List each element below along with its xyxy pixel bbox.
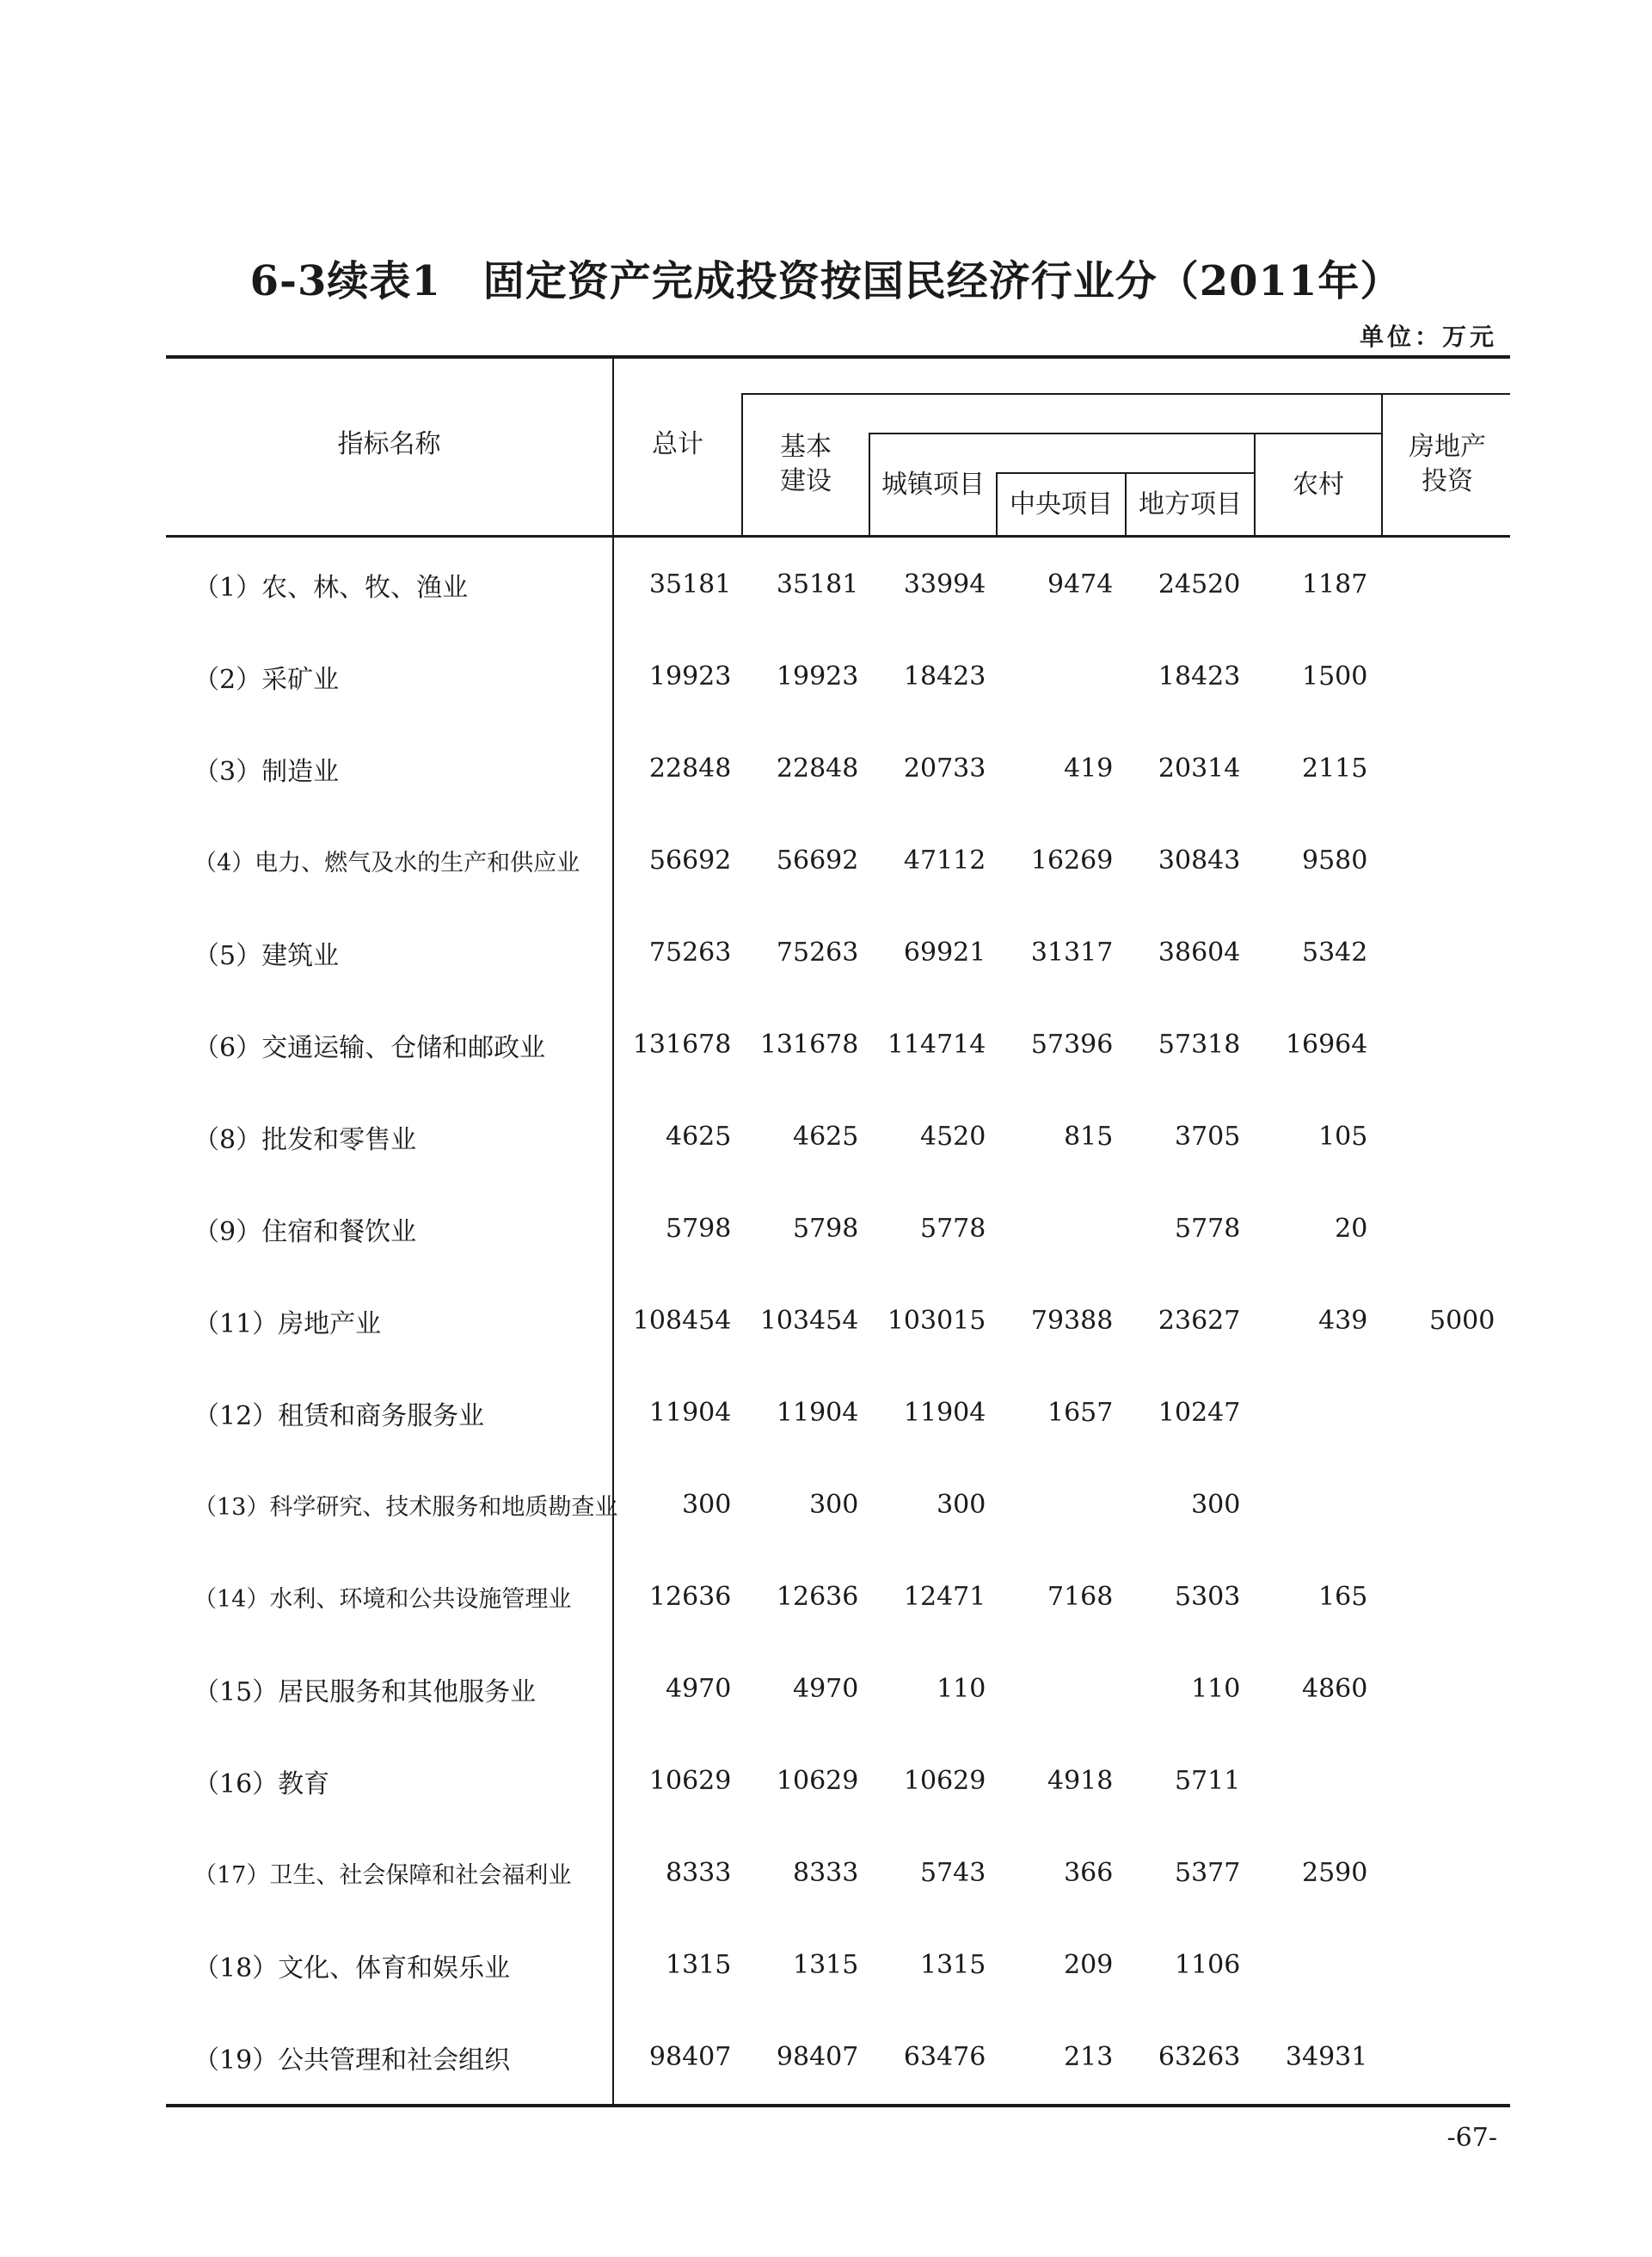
cell-urban: 114714 (887, 1030, 986, 1060)
cell-basic: 98407 (776, 2042, 859, 2072)
total-divider (741, 393, 743, 537)
cell-local: 23627 (1158, 1306, 1241, 1336)
table-row (166, 1551, 1508, 1643)
page-title: 6-3续表1 固定资产完成投资按国民经济行业分（2011年） (249, 257, 1403, 305)
cell-local: 5303 (1175, 1582, 1241, 1612)
row-indicator-name: （12）租赁和商务服务业 (193, 1400, 485, 1431)
cell-rural: 165 (1318, 1582, 1368, 1612)
cell-total: 5798 (666, 1214, 732, 1244)
page-number: -67- (1446, 2123, 1497, 2153)
row-indicator-name: （11）房地产业 (193, 1308, 382, 1339)
cell-local: 1106 (1175, 1950, 1241, 1980)
cell-rural: 1500 (1302, 661, 1368, 692)
table-row (166, 723, 1508, 815)
cell-urban: 10629 (903, 1766, 986, 1796)
cell-total: 35181 (648, 569, 732, 600)
cell-basic: 75263 (776, 938, 859, 968)
cell-local: 300 (1191, 1490, 1241, 1520)
cell-real-estate (1381, 723, 1508, 815)
cell-real-estate (1381, 538, 1508, 630)
row-indicator-name: （13）科学研究、技术服务和地质勘查业 (193, 1494, 618, 1521)
table-row (166, 630, 1508, 723)
cell-basic: 131678 (759, 1030, 859, 1060)
cell-total: 11904 (648, 1398, 732, 1428)
cell-central: 1657 (1047, 1398, 1114, 1428)
basic-group-rule (741, 393, 1510, 395)
cell-total: 131678 (632, 1030, 732, 1060)
cell-rural (1254, 1459, 1381, 1551)
cell-total: 8333 (666, 1858, 732, 1888)
table-row (166, 1919, 1508, 2011)
cell-real-estate (1381, 907, 1508, 999)
table-row (166, 1275, 1508, 1367)
cell-total: 10629 (648, 1766, 732, 1796)
cell-central: 7168 (1047, 1582, 1114, 1612)
cell-total: 300 (682, 1490, 732, 1520)
cell-total: 19923 (648, 661, 732, 692)
cell-real-estate (1381, 815, 1508, 907)
table-row (166, 1735, 1508, 1827)
cell-rural: 2115 (1302, 753, 1368, 784)
table-row (166, 1827, 1508, 1919)
cell-rural: 9580 (1302, 846, 1368, 876)
cell-central: 366 (1064, 1858, 1114, 1888)
table-row (166, 1459, 1508, 1551)
row-indicator-name: （18）文化、体育和娱乐业 (193, 1953, 511, 1983)
row-indicator-name: （8）批发和零售业 (193, 1124, 417, 1155)
cell-rural (1254, 1735, 1381, 1827)
cell-real-estate (1381, 1091, 1508, 1183)
cell-rural: 16964 (1285, 1030, 1368, 1060)
cell-rural: 439 (1318, 1306, 1368, 1336)
cell-urban: 1315 (920, 1950, 986, 1980)
cell-real-estate (1381, 1827, 1508, 1919)
cell-central (999, 1459, 1127, 1551)
cell-total: 22848 (648, 753, 732, 784)
cell-local: 10247 (1158, 1398, 1241, 1428)
header-real-estate: 房地产投资 (1409, 432, 1486, 496)
cell-basic: 300 (809, 1490, 859, 1520)
cell-urban: 63476 (903, 2042, 986, 2072)
cell-urban: 300 (937, 1490, 986, 1520)
cell-real-estate: 5000 (1429, 1306, 1495, 1336)
cell-central: 57396 (1030, 1030, 1114, 1060)
cell-rural: 20 (1335, 1214, 1368, 1244)
cell-local: 5778 (1175, 1214, 1241, 1244)
cell-real-estate (1381, 1643, 1508, 1735)
row-indicator-name: （9）住宿和餐饮业 (193, 1216, 417, 1247)
cell-rural: 1187 (1302, 569, 1368, 600)
cell-basic: 12636 (776, 1582, 859, 1612)
cell-central: 815 (1064, 1122, 1114, 1152)
cell-basic: 11904 (776, 1398, 859, 1428)
cell-central: 16269 (1030, 846, 1114, 876)
cell-basic: 19923 (776, 661, 859, 692)
rural-divider (1381, 393, 1383, 537)
cell-basic: 8333 (793, 1858, 859, 1888)
cell-local: 57318 (1158, 1030, 1241, 1060)
cell-urban: 4520 (920, 1122, 986, 1152)
cell-rural (1254, 1367, 1381, 1459)
cell-local: 3705 (1175, 1122, 1241, 1152)
cell-urban: 69921 (903, 938, 986, 968)
cell-real-estate (1381, 1919, 1508, 2011)
header-indicator: 指标名称 (337, 429, 441, 459)
cell-central: 4918 (1047, 1766, 1114, 1796)
cell-rural: 5342 (1302, 938, 1368, 968)
cell-urban: 12471 (903, 1582, 986, 1612)
cell-central: 79388 (1030, 1306, 1114, 1336)
row-indicator-name: （16）教育 (193, 1768, 330, 1799)
cell-rural: 4860 (1302, 1674, 1368, 1704)
cell-basic: 1315 (793, 1950, 859, 1980)
data-table (166, 538, 1508, 2103)
cell-local: 20314 (1158, 753, 1241, 784)
cell-total: 56692 (648, 846, 732, 876)
cell-rural: 2590 (1302, 1858, 1368, 1888)
header-basic-construction: 基本建设 (780, 432, 832, 496)
table-row (166, 815, 1508, 907)
cell-urban: 11904 (903, 1398, 986, 1428)
urban-group-rule (869, 433, 1381, 434)
row-indicator-name: （15）居民服务和其他服务业 (193, 1676, 537, 1707)
cell-real-estate (1381, 1183, 1508, 1275)
cell-real-estate (1381, 1735, 1508, 1827)
header-central-projects: 中央项目 (1010, 489, 1113, 520)
cell-real-estate (1381, 1367, 1508, 1459)
cell-urban: 18423 (903, 661, 986, 692)
cell-total: 108454 (632, 1306, 732, 1336)
header-total: 总计 (652, 429, 703, 459)
table-body (166, 538, 1508, 2103)
header-local-projects: 地方项目 (1139, 489, 1242, 520)
cell-basic: 22848 (776, 753, 859, 784)
row-indicator-name: （17）卫生、社会保障和社会福利业 (193, 1862, 572, 1889)
table-row (166, 1367, 1508, 1459)
cell-central: 9474 (1047, 569, 1114, 600)
cell-total: 4970 (666, 1674, 732, 1704)
cell-real-estate (1381, 2011, 1508, 2103)
table-top-rule (166, 355, 1510, 359)
cell-total: 75263 (648, 938, 732, 968)
table-row (166, 1091, 1508, 1183)
table-bottom-rule (166, 2104, 1510, 2107)
cell-central: 419 (1064, 753, 1114, 784)
cell-urban: 110 (937, 1674, 986, 1704)
table-row (166, 2011, 1508, 2103)
header-urban-projects: 城镇项目 (881, 470, 985, 500)
cell-central: 213 (1064, 2042, 1114, 2072)
cell-basic: 10629 (776, 1766, 859, 1796)
table-row (166, 1183, 1508, 1275)
cell-basic: 4625 (793, 1122, 859, 1152)
cell-local: 110 (1191, 1674, 1241, 1704)
row-indicator-name: （1）农、林、牧、渔业 (193, 572, 469, 603)
cell-local: 18423 (1158, 661, 1241, 692)
row-indicator-name: （6）交通运输、仓储和邮政业 (193, 1032, 546, 1063)
unit-label: 单位：万元 (1359, 323, 1497, 351)
row-indicator-name: （3）制造业 (193, 756, 340, 787)
cell-basic: 103454 (759, 1306, 859, 1336)
cell-real-estate (1381, 630, 1508, 723)
row-indicator-name: （5）建筑业 (193, 940, 340, 971)
cell-local: 5711 (1175, 1766, 1241, 1796)
cell-local: 5377 (1175, 1858, 1241, 1888)
cell-real-estate (1381, 1459, 1508, 1551)
cell-central: 31317 (1030, 938, 1114, 968)
cell-urban: 33994 (903, 569, 986, 600)
row-indicator-name: （2）采矿业 (193, 664, 340, 695)
cell-local: 24520 (1158, 569, 1241, 600)
cell-central (999, 1183, 1127, 1275)
header-rural: 农村 (1293, 470, 1344, 500)
cell-basic: 35181 (776, 569, 859, 600)
cell-local: 30843 (1158, 846, 1241, 876)
row-indicator-name: （14）水利、环境和公共设施管理业 (193, 1586, 572, 1613)
cell-total: 1315 (666, 1950, 732, 1980)
cell-real-estate (1381, 1551, 1508, 1643)
cell-real-estate (1381, 999, 1508, 1091)
table-row (166, 907, 1508, 999)
header-bottom-rule (166, 535, 1510, 538)
cell-total: 12636 (648, 1582, 732, 1612)
cell-rural (1254, 1919, 1381, 2011)
cell-central: 209 (1064, 1950, 1114, 1980)
cell-rural: 105 (1318, 1122, 1368, 1152)
cell-basic: 56692 (776, 846, 859, 876)
table-row (166, 538, 1508, 630)
cell-urban: 47112 (903, 846, 986, 876)
cell-local: 38604 (1158, 938, 1241, 968)
table-row (166, 1643, 1508, 1735)
cell-urban: 5743 (920, 1858, 986, 1888)
cell-local: 63263 (1158, 2042, 1241, 2072)
cell-total: 4625 (666, 1122, 732, 1152)
cell-rural: 34931 (1285, 2042, 1368, 2072)
cell-basic: 4970 (793, 1674, 859, 1704)
cell-urban: 103015 (887, 1306, 986, 1336)
row-indicator-name: （4）电力、燃气及水的生产和供应业 (193, 850, 580, 876)
row-indicator-name: （19）公共管理和社会组织 (193, 2045, 511, 2076)
cell-central (999, 630, 1127, 723)
cell-urban: 5778 (920, 1214, 986, 1244)
cell-total: 98407 (648, 2042, 732, 2072)
table-row (166, 999, 1508, 1091)
cell-basic: 5798 (793, 1214, 859, 1244)
cell-central (999, 1643, 1127, 1735)
cell-urban: 20733 (903, 753, 986, 784)
